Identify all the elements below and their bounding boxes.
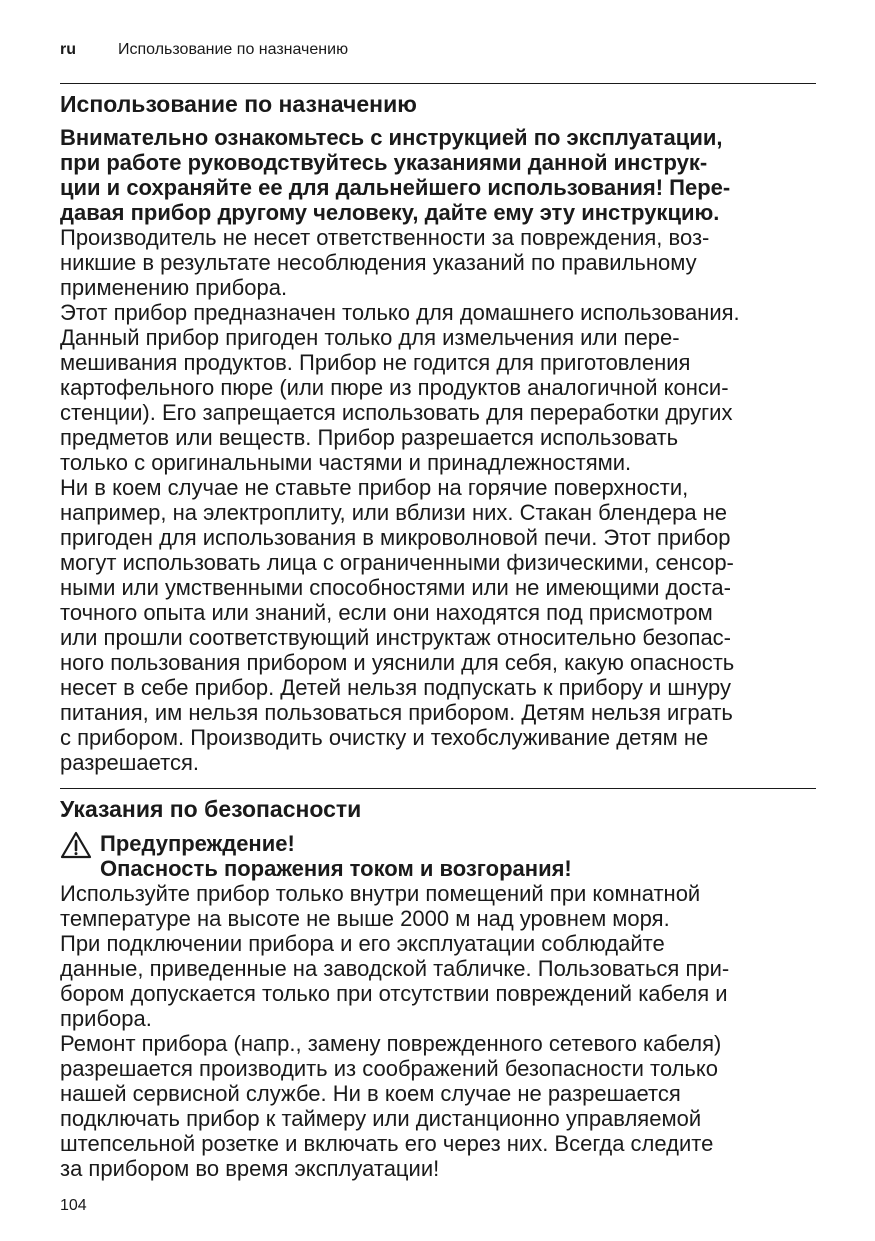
intended-use-intro: Внимательно ознакомьтесь с инструкцией по эксплуатации, при работе руководствуйтесь указаниями данной инструк- ции и сохраняйте ее для дальнейшего использования! Пере- давая прибор другому человеку, дайте ему эту инструкцию. <box>60 125 731 225</box>
header-divider <box>60 83 816 84</box>
intended-use-heading: Использование по назначению <box>60 91 417 117</box>
page-number: 104 <box>60 1197 87 1214</box>
safety-section <box>60 795 820 1181</box>
warning-subtitle: Опасность поражения током и возгорания! <box>100 856 572 881</box>
header-title: Использование по назначению <box>118 41 349 58</box>
safety-heading: Указания по безопасности <box>60 796 362 822</box>
page-header <box>60 40 348 60</box>
language-code: ru <box>60 41 76 58</box>
warning-triangle-icon <box>60 831 92 859</box>
section-divider <box>60 788 816 789</box>
intended-use-paragraph: Производитель не несет ответственности за повреждения, воз- никшие в результате несоблюдения указаний по правильному применению прибора. <box>60 225 710 300</box>
warning-title: Предупреждение! <box>100 831 295 856</box>
safety-paragraph: Ремонт прибора (напр., замену поврежденного сетевого кабеля) разрешается производить из соображений безопасности только нашей сервисной службе. Ни в коем случае не разрешается подключать прибор к таймеру или дистанционно управляемой штепсельной розетке и включать его через них. Всегда следите за прибором во время эксплуатации! <box>60 1031 722 1181</box>
safety-paragraph: При подключении прибора и его эксплуатации соблюдайте данные, приведенные на заводской табличке. Пользоваться при- бором допускается только при отсутствии повреждений кабеля и прибора. <box>60 931 730 1031</box>
warning-block <box>60 831 820 881</box>
safety-paragraph: Используйте прибор только внутри помещений при комнатной температуре на высоте не выше 2000 м над уровнем моря. <box>60 881 701 931</box>
intended-use-paragraph: Ни в коем случае не ставьте прибор на горячие поверхности, например, на электроплиту, или вблизи них. Стакан блендера не пригоден для использования в микроволновой печи. Этот прибор могут использовать лица с ограниченными физическими, сенсор- ными или умственными способностями или не имеющими доста- точного опыта или знаний, если они находятся под присмотром или прошли соответствующий инструктаж относительно безопас- ного пользования прибором и уяснили для себя, какую опасность несет в себе прибор. Детей нельзя подпускать к прибору и шнуру питания, им нельзя пользоваться прибором. Детям нельзя играть с прибором. Производить очистку и техобслуживание детям не разрешается. <box>60 475 735 775</box>
intended-use-paragraph: Этот прибор предназначен только для домашнего использования. Данный прибор пригоден только для измельчения или пере- мешивания продуктов. Прибор не годится для приготовления картофельного пюре (или пюре из продуктов аналогичной конси- стенции). Его запрещается использовать для переработки других предметов или веществ. Прибор разрешается использовать только с оригинальными частями и принадлежностями. <box>60 300 740 475</box>
intended-use-section <box>60 90 820 775</box>
